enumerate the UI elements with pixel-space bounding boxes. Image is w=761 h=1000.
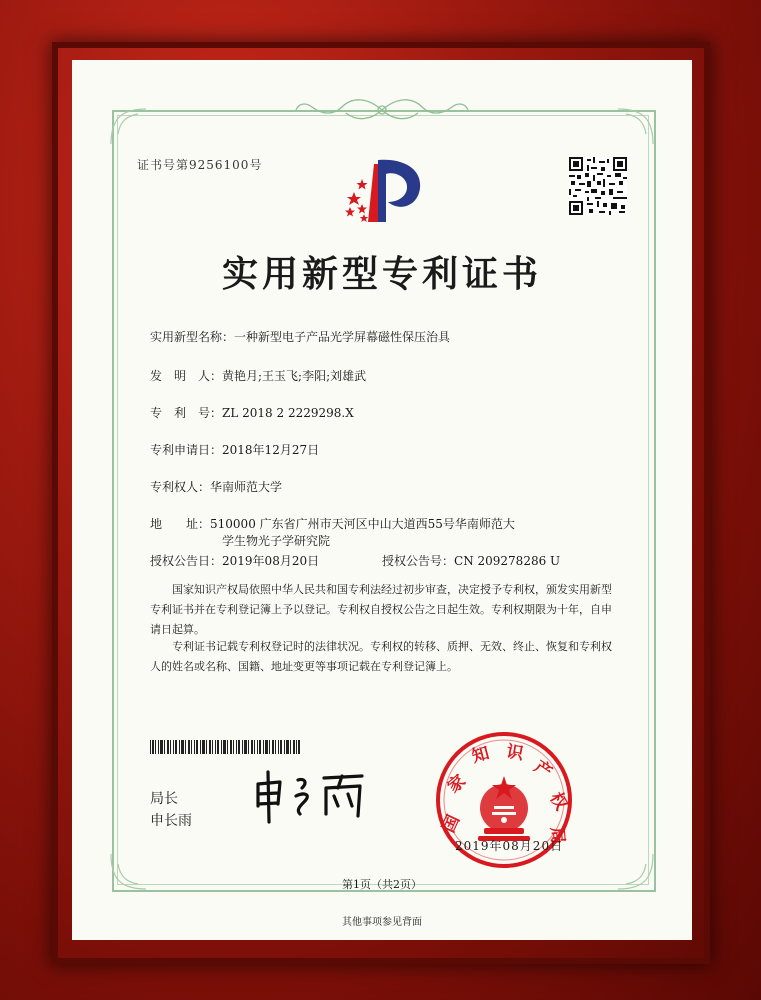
field-grant-date xyxy=(150,552,319,569)
field-label: 地 址： xyxy=(150,517,211,531)
field-utility-model-name xyxy=(150,328,450,345)
svg-text:知: 知 xyxy=(469,743,492,768)
qr-code-icon xyxy=(569,157,627,215)
field-value: 华南师范大学 xyxy=(210,480,283,494)
field-label: 实用新型名称： xyxy=(150,330,235,344)
field-label: 发 明 人： xyxy=(150,369,223,383)
svg-text:家: 家 xyxy=(443,771,470,798)
certificate-number: 证书号第9256100号 xyxy=(137,158,263,172)
svg-text:权: 权 xyxy=(545,789,572,814)
svg-text:识: 识 xyxy=(504,741,525,765)
field-value: CN 209278286 U xyxy=(454,554,561,568)
field-label: 授权公告日： xyxy=(150,554,223,568)
field-patentee xyxy=(150,478,282,495)
seal-date: 2019年08月20日 xyxy=(455,839,564,853)
svg-text:产: 产 xyxy=(530,756,556,783)
certificate-paper xyxy=(72,60,692,940)
signer-title: 局长 xyxy=(150,791,178,807)
certificate-title: 实用新型专利证书 xyxy=(221,253,542,295)
field-value: 黄艳月;王玉飞;李阳;刘雄武 xyxy=(222,369,367,383)
field-label: 专 利 号： xyxy=(150,406,223,420)
field-value: ZL 2018 2 2229298.X xyxy=(222,406,354,420)
handwritten-signature xyxy=(252,766,382,826)
field-application-date xyxy=(150,441,319,458)
field-label: 专利申请日： xyxy=(150,443,223,457)
signer-name: 申长雨 xyxy=(150,813,192,829)
field-label: 专利权人： xyxy=(150,480,211,494)
grant-statement-paragraph: 国家知识产权局依照中华人民共和国专利法经过初步审查，决定授予专利权，颁发实用新型专利证书并在专利登记簿上予以登记。专利权自授权公告之日起生效。专利权期限为十年，自申请日起算。 xyxy=(150,583,612,636)
field-value: 2019年08月20日 xyxy=(222,554,320,568)
svg-text:局: 局 xyxy=(546,826,568,845)
svg-text:国: 国 xyxy=(438,811,465,836)
field-grant-number xyxy=(382,552,560,569)
field-patent-number xyxy=(150,404,354,421)
page-number: 第1页（共2页） xyxy=(342,878,422,891)
field-address-line2: 学生物光子学研究院 xyxy=(222,534,331,548)
field-inventors xyxy=(150,367,366,384)
patent-office-logo-icon xyxy=(340,152,430,232)
legal-status-paragraph: 专利证书记载专利权登记时的法律状况。专利权的转移、质押、无效、终止、恢复和专利权人的姓名或名称、国籍、地址变更等事项记载在专利登记簿上。 xyxy=(150,640,612,673)
field-value: 2018年12月27日 xyxy=(222,443,320,457)
top-ornament-icon xyxy=(292,95,472,125)
field-address xyxy=(150,515,515,532)
barcode-icon xyxy=(150,740,300,754)
field-value: 510000 广东省广州市天河区中山大道西55号华南师范大 xyxy=(210,517,515,531)
field-label: 授权公告号： xyxy=(382,554,455,568)
footer-note: 其他事项参见背面 xyxy=(342,917,422,928)
field-value: 一种新型电子产品光学屏幕磁性保压治具 xyxy=(234,330,451,344)
